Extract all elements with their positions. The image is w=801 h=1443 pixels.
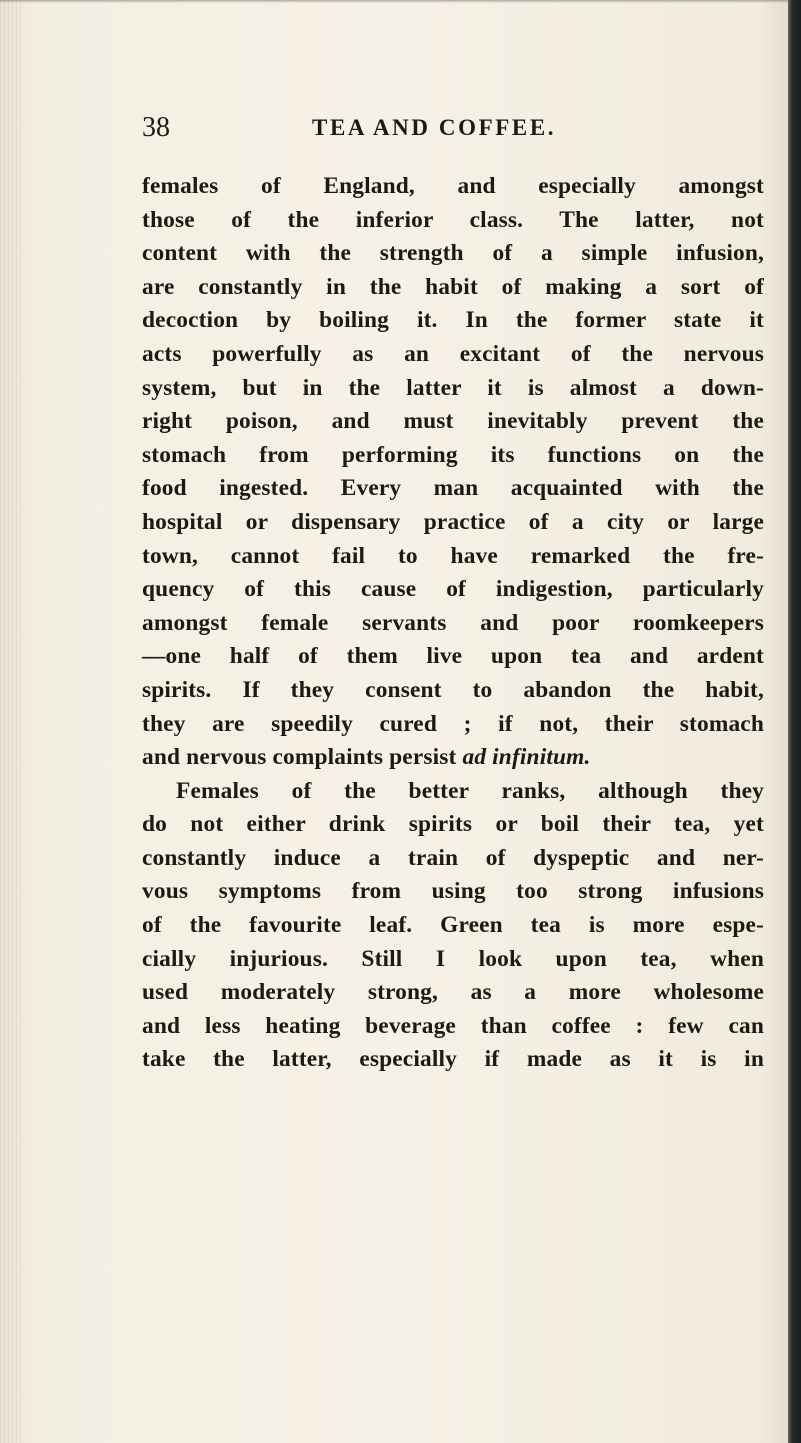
text-line: content with the strength of a simple infusion, bbox=[142, 240, 764, 267]
top-shadow bbox=[0, 0, 788, 3]
book-edge bbox=[788, 0, 801, 1443]
text-line: acts powerfully as an excitant of the nervous bbox=[142, 340, 764, 367]
text-line: food ingested. Every man acquainted with the bbox=[142, 475, 764, 502]
text-line: amongst female servants and poor roomkeepers bbox=[142, 609, 764, 636]
text-line: system, but in the latter it is almost a down- bbox=[142, 374, 764, 401]
text-line: vous symptoms from using too strong infusions bbox=[142, 878, 764, 905]
text-line: are constantly in the habit of making a sort of bbox=[142, 273, 764, 300]
text-line: town, cannot fail to have remarked the fre- bbox=[142, 542, 764, 569]
italic-phrase: ad infinitum. bbox=[462, 744, 591, 771]
text-line: they are speedily cured ; if not, their stomach bbox=[142, 710, 764, 737]
text-line: of the favourite leaf. Green tea is more espe- bbox=[142, 912, 764, 939]
text-line: —one half of them live upon tea and ardent bbox=[142, 643, 764, 670]
text-line: cially injurious. Still I look upon tea, when bbox=[142, 945, 764, 972]
text-line: constantly induce a train of dyspeptic and ner- bbox=[142, 844, 764, 871]
text-line-with-italic bbox=[142, 741, 764, 775]
text-line: right poison, and must inevitably prevent the bbox=[142, 408, 764, 435]
text-line: those of the inferior class. The latter, not bbox=[142, 206, 764, 233]
text-line: spirits. If they consent to abandon the habit, bbox=[142, 676, 764, 703]
text-line: Females of the better ranks, although they bbox=[176, 777, 764, 804]
body-text bbox=[142, 170, 764, 1077]
text-line: decoction by boiling it. In the former state it bbox=[142, 307, 764, 334]
text-line: and less heating beverage than coffee : few can bbox=[142, 1012, 764, 1039]
running-head: TEA AND COFFEE. bbox=[312, 115, 557, 140]
page-number: 38 bbox=[142, 112, 170, 143]
text-line: used moderately strong, as a more wholesome bbox=[142, 979, 764, 1006]
text-line: females of England, and especially amongst bbox=[142, 173, 764, 199]
text-line: do not either drink spirits or boil their tea, yet bbox=[142, 811, 764, 838]
text-line: hospital or dispensary practice of a city or large bbox=[142, 508, 764, 535]
binding-gutter bbox=[0, 0, 22, 1443]
text-line: quency of this cause of indigestion, particularly bbox=[142, 576, 764, 603]
text-line: take the latter, especially if made as it is in bbox=[142, 1046, 764, 1073]
text-line: stomach from performing its functions on the bbox=[142, 441, 764, 468]
page-header bbox=[142, 108, 642, 148]
text-fragment: and nervous complaints persist bbox=[142, 744, 457, 771]
